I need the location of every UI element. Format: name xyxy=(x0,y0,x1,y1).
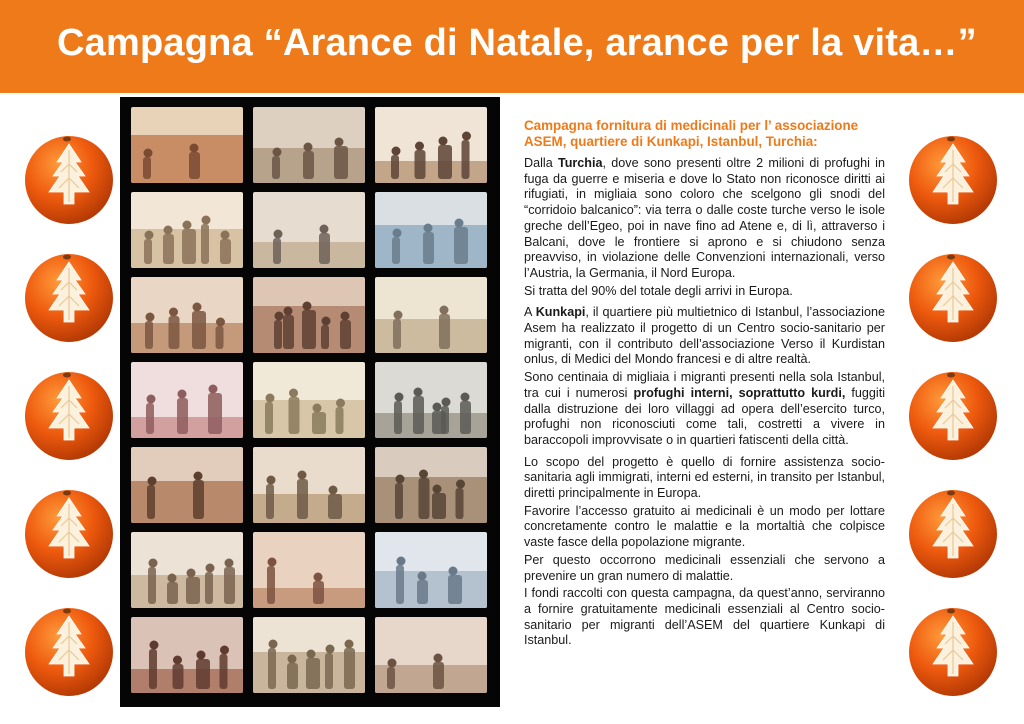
orange-tree-icon xyxy=(21,484,117,580)
refugee-photo xyxy=(375,532,487,608)
orange-tree-icon xyxy=(21,366,117,462)
paragraph-funds: I fondi raccolti con questa campagna, da quest’anno, serviranno a fornire gratuitamente medicinali essenziali al Centro socio-sanitario per migranti dell’ASEM del quartiere Kunkapi di Istanbul. xyxy=(524,586,885,648)
refugee-photo xyxy=(253,617,365,693)
refugee-photo xyxy=(375,617,487,693)
refugee-photo xyxy=(131,107,243,183)
refugee-photo xyxy=(375,107,487,183)
refugee-photo xyxy=(131,192,243,268)
paragraph-turchia: Dalla Turchia, dove sono presenti oltre 2 milioni di profughi in fuga da guerre e miseria e dove lo Stato non riconosce diritti ai rifugiati, in migliaia sono coloro che scelgono gli snodi del “corridoio balcanico”: via terra o dalle coste turche verso le isole greche dell’Egeo, poi in nave fino ad Atene e, di lì, attraverso i Balcani, dove le frontiere si aprono e si chiudono senza preavviso, in violazione delle Convenzioni internazionali, verso l’Austria, la Germania, il Nord Europa. xyxy=(524,156,885,280)
orange-tree-icon xyxy=(21,602,117,698)
refugee-photo xyxy=(375,192,487,268)
paragraph-project-goal: Lo scopo del progetto è quello di fornire assistenza socio-sanitaria agli immigrati, interni ed esterni, in transito per Istanbul, diretti principalmente in Europa. xyxy=(524,454,885,501)
orange-tree-icon xyxy=(21,130,117,226)
refugee-photo xyxy=(131,362,243,438)
refugee-photo xyxy=(375,447,487,523)
article-heading: Campagna fornitura di medicinali per l’ associazione ASEM, quartiere di Kunkapi, Istanbul, Turchia: xyxy=(524,118,859,149)
refugee-photo xyxy=(131,532,243,608)
title-banner xyxy=(0,0,1024,93)
refugee-photo xyxy=(131,617,243,693)
refugee-photo xyxy=(375,277,487,353)
orange-tree-icon xyxy=(905,248,1001,344)
refugee-photo xyxy=(253,532,365,608)
orange-tree-icon xyxy=(905,602,1001,698)
refugee-photo xyxy=(131,277,243,353)
refugee-photo xyxy=(253,447,365,523)
paragraph-essential-medicine: Per questo occorrono medicinali essenziali che servono a prevenire un gran numero di malattie. xyxy=(524,552,885,583)
paragraph-migrants: Sono centinaia di migliaia i migranti presenti nella sola Istanbul, tra cui i numerosi profughi interni, soprattutto kurdi, fuggiti dalla distruzione dei loro villaggi ad opera dell’esercito turco, profughi non riconosciuti come tali, costretti a vivere in baraccopoli improvvisate o in quartieri fatiscenti della città. xyxy=(524,370,886,447)
refugee-photo xyxy=(253,107,365,183)
refugee-photo xyxy=(253,192,365,268)
paragraph-kunkapi: A Kunkapi, il quartiere più multietnico di Istanbul, l’associazione Asem ha realizzato il progetto di un Centro socio-sanitario per migranti, con il contributo dell’associazione Verso il Kurdistan onlus, di Medici del Mondo francesi e di altre realtà. xyxy=(524,305,885,367)
orange-tree-icon xyxy=(905,484,1001,580)
orange-tree-icon xyxy=(905,366,1001,462)
article xyxy=(524,118,885,651)
refugee-photo xyxy=(131,447,243,523)
orange-tree-icon xyxy=(21,248,117,344)
paragraph-arrivals: Si tratta del 90% del totale degli arrivi in Europa. xyxy=(524,283,793,298)
orange-tree-icon xyxy=(905,130,1001,226)
refugee-photo xyxy=(375,362,487,438)
paragraph-free-medicine: Favorire l’accesso gratuito ai medicinali è un modo per lottare concretamente contro le malattie e la mortaltià che colpisce vaste fasce della popolazione migrante. xyxy=(524,503,885,550)
refugee-photo xyxy=(253,362,365,438)
page-title: Campagna “Arance di Natale, arance per la vita…” xyxy=(57,22,977,64)
photo-collage xyxy=(120,97,500,707)
refugee-photo xyxy=(253,277,365,353)
